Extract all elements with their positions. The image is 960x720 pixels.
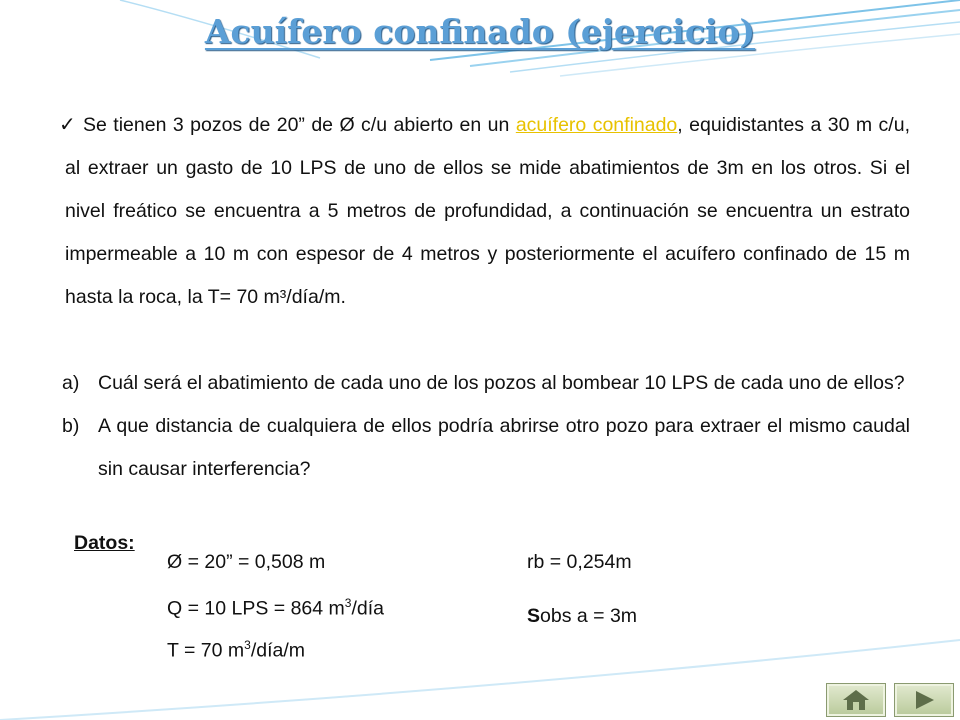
datos-rb: rb = 0,254m [527, 551, 632, 573]
link-acuifero-confinado[interactable]: acuífero confinado [515, 114, 678, 136]
home-icon [841, 688, 871, 712]
datos-flow: Q = 10 LPS = 864 $m^3$/día [167, 596, 384, 620]
intro-text-before-link: Se tienen 3 pozos de 20” de Ø c/u abierto en un [83, 114, 516, 136]
problem-statement [59, 104, 910, 319]
question-item [62, 362, 910, 405]
question-marker: b) [62, 415, 80, 437]
question-item [62, 405, 910, 491]
question-text: A que distancia de cualquiera de ellos podría abrirse otro pozo para extraer el mismo caudal sin causar interferencia? [98, 415, 910, 480]
intro-text-after-link: , equidistantes a 30 m c/u, al extraer un gasto de 10 LPS de uno de ellos se mide abatimientos de 3m en los otros. Si el nivel freático se encuentra a 5 metros de profundidad, a continuación se encuentra un estrato impermeable a 10 m con espesor de 4 metros y posteriormente el acuífero confinado de 15 m hasta la roca, la T= 70 m³/día/m. [65, 114, 910, 308]
checkmark-bullet-icon: ✓ [59, 114, 76, 136]
page-title: Acuífero confinado (ejercicio) [204, 12, 756, 51]
question-marker: a) [62, 372, 80, 394]
datos-label: Datos: [74, 532, 135, 554]
questions-list [62, 362, 910, 491]
home-button[interactable] [826, 683, 886, 717]
datos-diameter: Ø = 20” = 0,508 m [167, 551, 326, 573]
next-slide-button[interactable] [894, 683, 954, 717]
datos-sobs: Sobs a = 3m [527, 605, 638, 627]
datos-transmissivity: T = 70 $m^3/día/m$ [167, 638, 306, 662]
question-text: Cuál será el abatimiento de cada uno de los pozos al bombear 10 LPS de cada uno de ellos? [98, 372, 905, 394]
play-next-icon [911, 689, 937, 711]
